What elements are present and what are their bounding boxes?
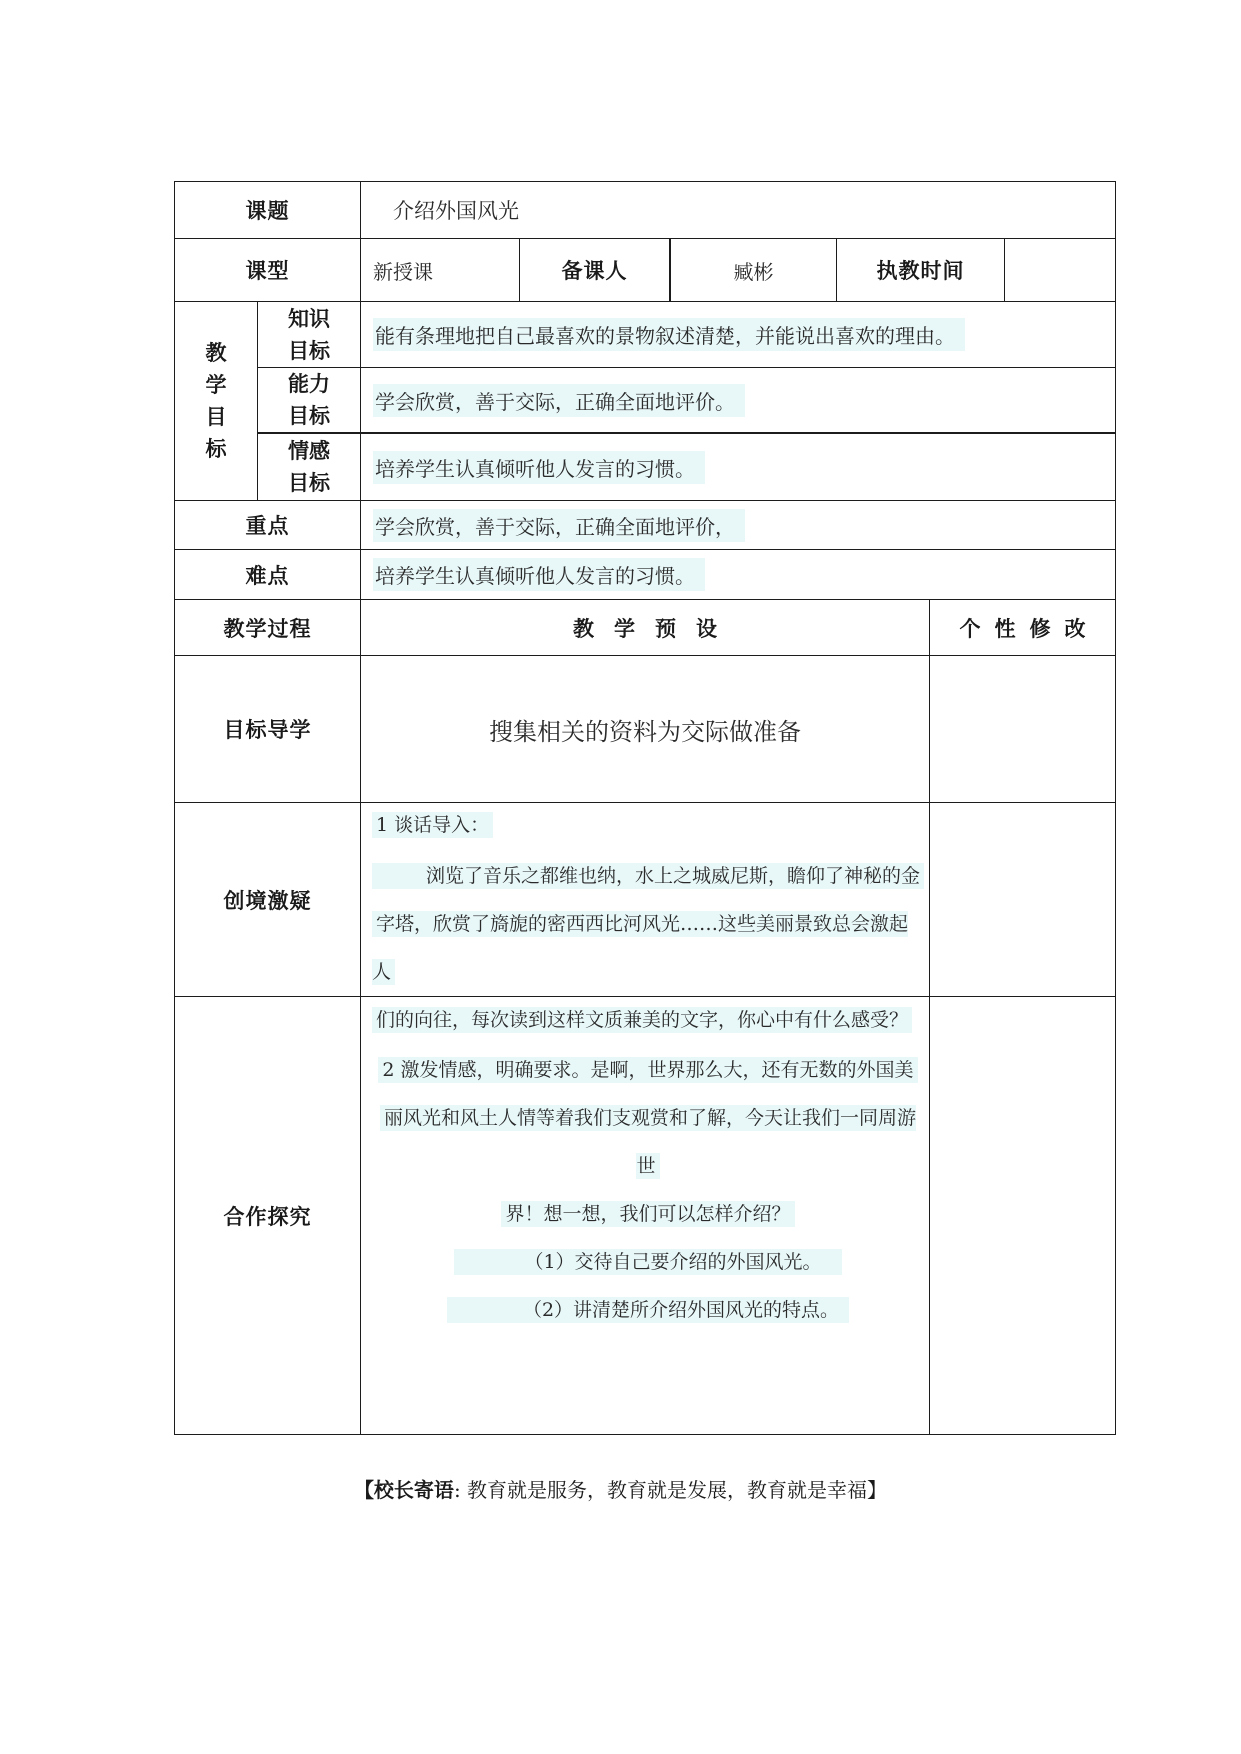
explore-line-3: 界！想一想，我们可以怎样介绍？ [501,1201,794,1227]
principal-motto [0,1474,1241,1503]
knowledge-goal-text-span: 能有条理地把自己最喜欢的景物叙述清楚，并能说出喜欢的理由。 [373,318,965,351]
emotion-goal-label [258,434,360,500]
border-right [1115,181,1116,1435]
topic-value: 介绍外国风光 [393,199,519,223]
scenario-line-1: 1 谈话导入： [372,812,493,838]
key-point-text [361,501,1115,549]
motto-text: : 教育就是服务，教育就是发展，教育就是幸福】 [453,1478,888,1502]
process-header-col1: 教学过程 [223,616,312,641]
emotion-goal-text [361,434,1115,500]
explore-item-2-row [372,1286,924,1334]
explore-paragraph [372,1046,924,1334]
group-char-2: 学 [205,373,227,397]
explore-section-label: 合作探究 [223,1204,312,1229]
scenario-line-2-row [372,852,924,900]
knowledge-goal-label-line2: 目标 [288,338,330,363]
difficulty-text [361,550,1115,599]
explore-item-1-row [372,1238,924,1286]
explore-line-3-row [372,1190,924,1238]
ability-goal-label-line1: 能力 [288,372,330,396]
scenario-line-3: 字塔，欣赏了旖旎的密西西比河风光……这些美丽景致总会激起人 [372,913,909,983]
goal-section-text: 搜集相关的资料为交际做准备 [489,717,801,746]
ability-goal-text [361,368,1115,432]
divider-modify-col [929,599,930,1435]
process-header-col3: 个性修改 [959,616,1100,641]
explore-item-1: （1）交待自己要介绍的外国风光。 [454,1249,841,1275]
explore-line-1-row [372,1046,924,1094]
explore-line-2-row [372,1094,924,1190]
type-value: 新授课 [373,259,433,284]
key-point-label: 重点 [245,514,290,538]
scenario-line-4: 们的向往，每次读到这样文质兼美的文字，你心中有什么感受？ [372,1007,912,1033]
ability-goal-text-span: 学会欣赏，善于交际，正确全面地评价。 [373,384,745,417]
time-label: 执教时间 [876,259,965,283]
goal-section-label: 目标导学 [223,718,312,742]
scenario-line-2: 浏览了音乐之都维也纳，水上之城威尼斯，瞻仰了神秘的金 [372,863,924,889]
knowledge-goal-text [361,302,1115,367]
scenario-line-3-row [372,900,924,996]
border-bottom [174,1434,1116,1435]
scenario-intro [372,805,922,845]
difficulty-text-span: 培养学生认真倾听他人发言的习惯。 [373,558,705,591]
explore-item-2: （2）讲清楚所介绍外国风光的特点。 [447,1297,849,1323]
explore-line-1: 2 激发情感，明确要求。是啊，世界那么大，还有无数的外国美 [378,1057,917,1083]
type-label: 课型 [245,259,290,283]
topic-label: 课题 [245,199,290,223]
ability-goal-label [258,368,360,432]
knowledge-goal-label [258,302,360,367]
difficulty-label: 难点 [245,563,290,588]
scenario-paragraph [372,852,924,1044]
time-value [1005,239,1115,301]
ability-goal-label-line2: 目标 [288,404,330,428]
scenario-section-label: 创境激疑 [223,888,312,913]
process-header-col2: 教学预设 [573,616,737,641]
group-char-1: 教 [205,341,227,365]
group-char-3: 目 [205,405,227,429]
preparer-value: 臧彬 [733,259,774,284]
emotion-goal-text-span: 培养学生认真倾听他人发言的习惯。 [373,451,705,484]
group-char-4: 标 [205,437,227,461]
emotion-goal-label-line2: 目标 [288,471,330,495]
motto-prefix: 【校长寄语 [353,1478,454,1502]
emotion-goal-label-line1: 情感 [288,439,330,463]
scenario-line-4-row [372,996,924,1044]
knowledge-goal-label-line1: 知识 [288,306,330,331]
explore-line-2: 丽风光和风土人情等着我们支观赏和了解，今天让我们一同周游世 [380,1105,916,1179]
preparer-label: 备课人 [561,259,628,283]
key-point-text-span: 学会欣赏，善于交际，正确全面地评价， [373,509,745,542]
objectives-group-label [175,302,257,500]
